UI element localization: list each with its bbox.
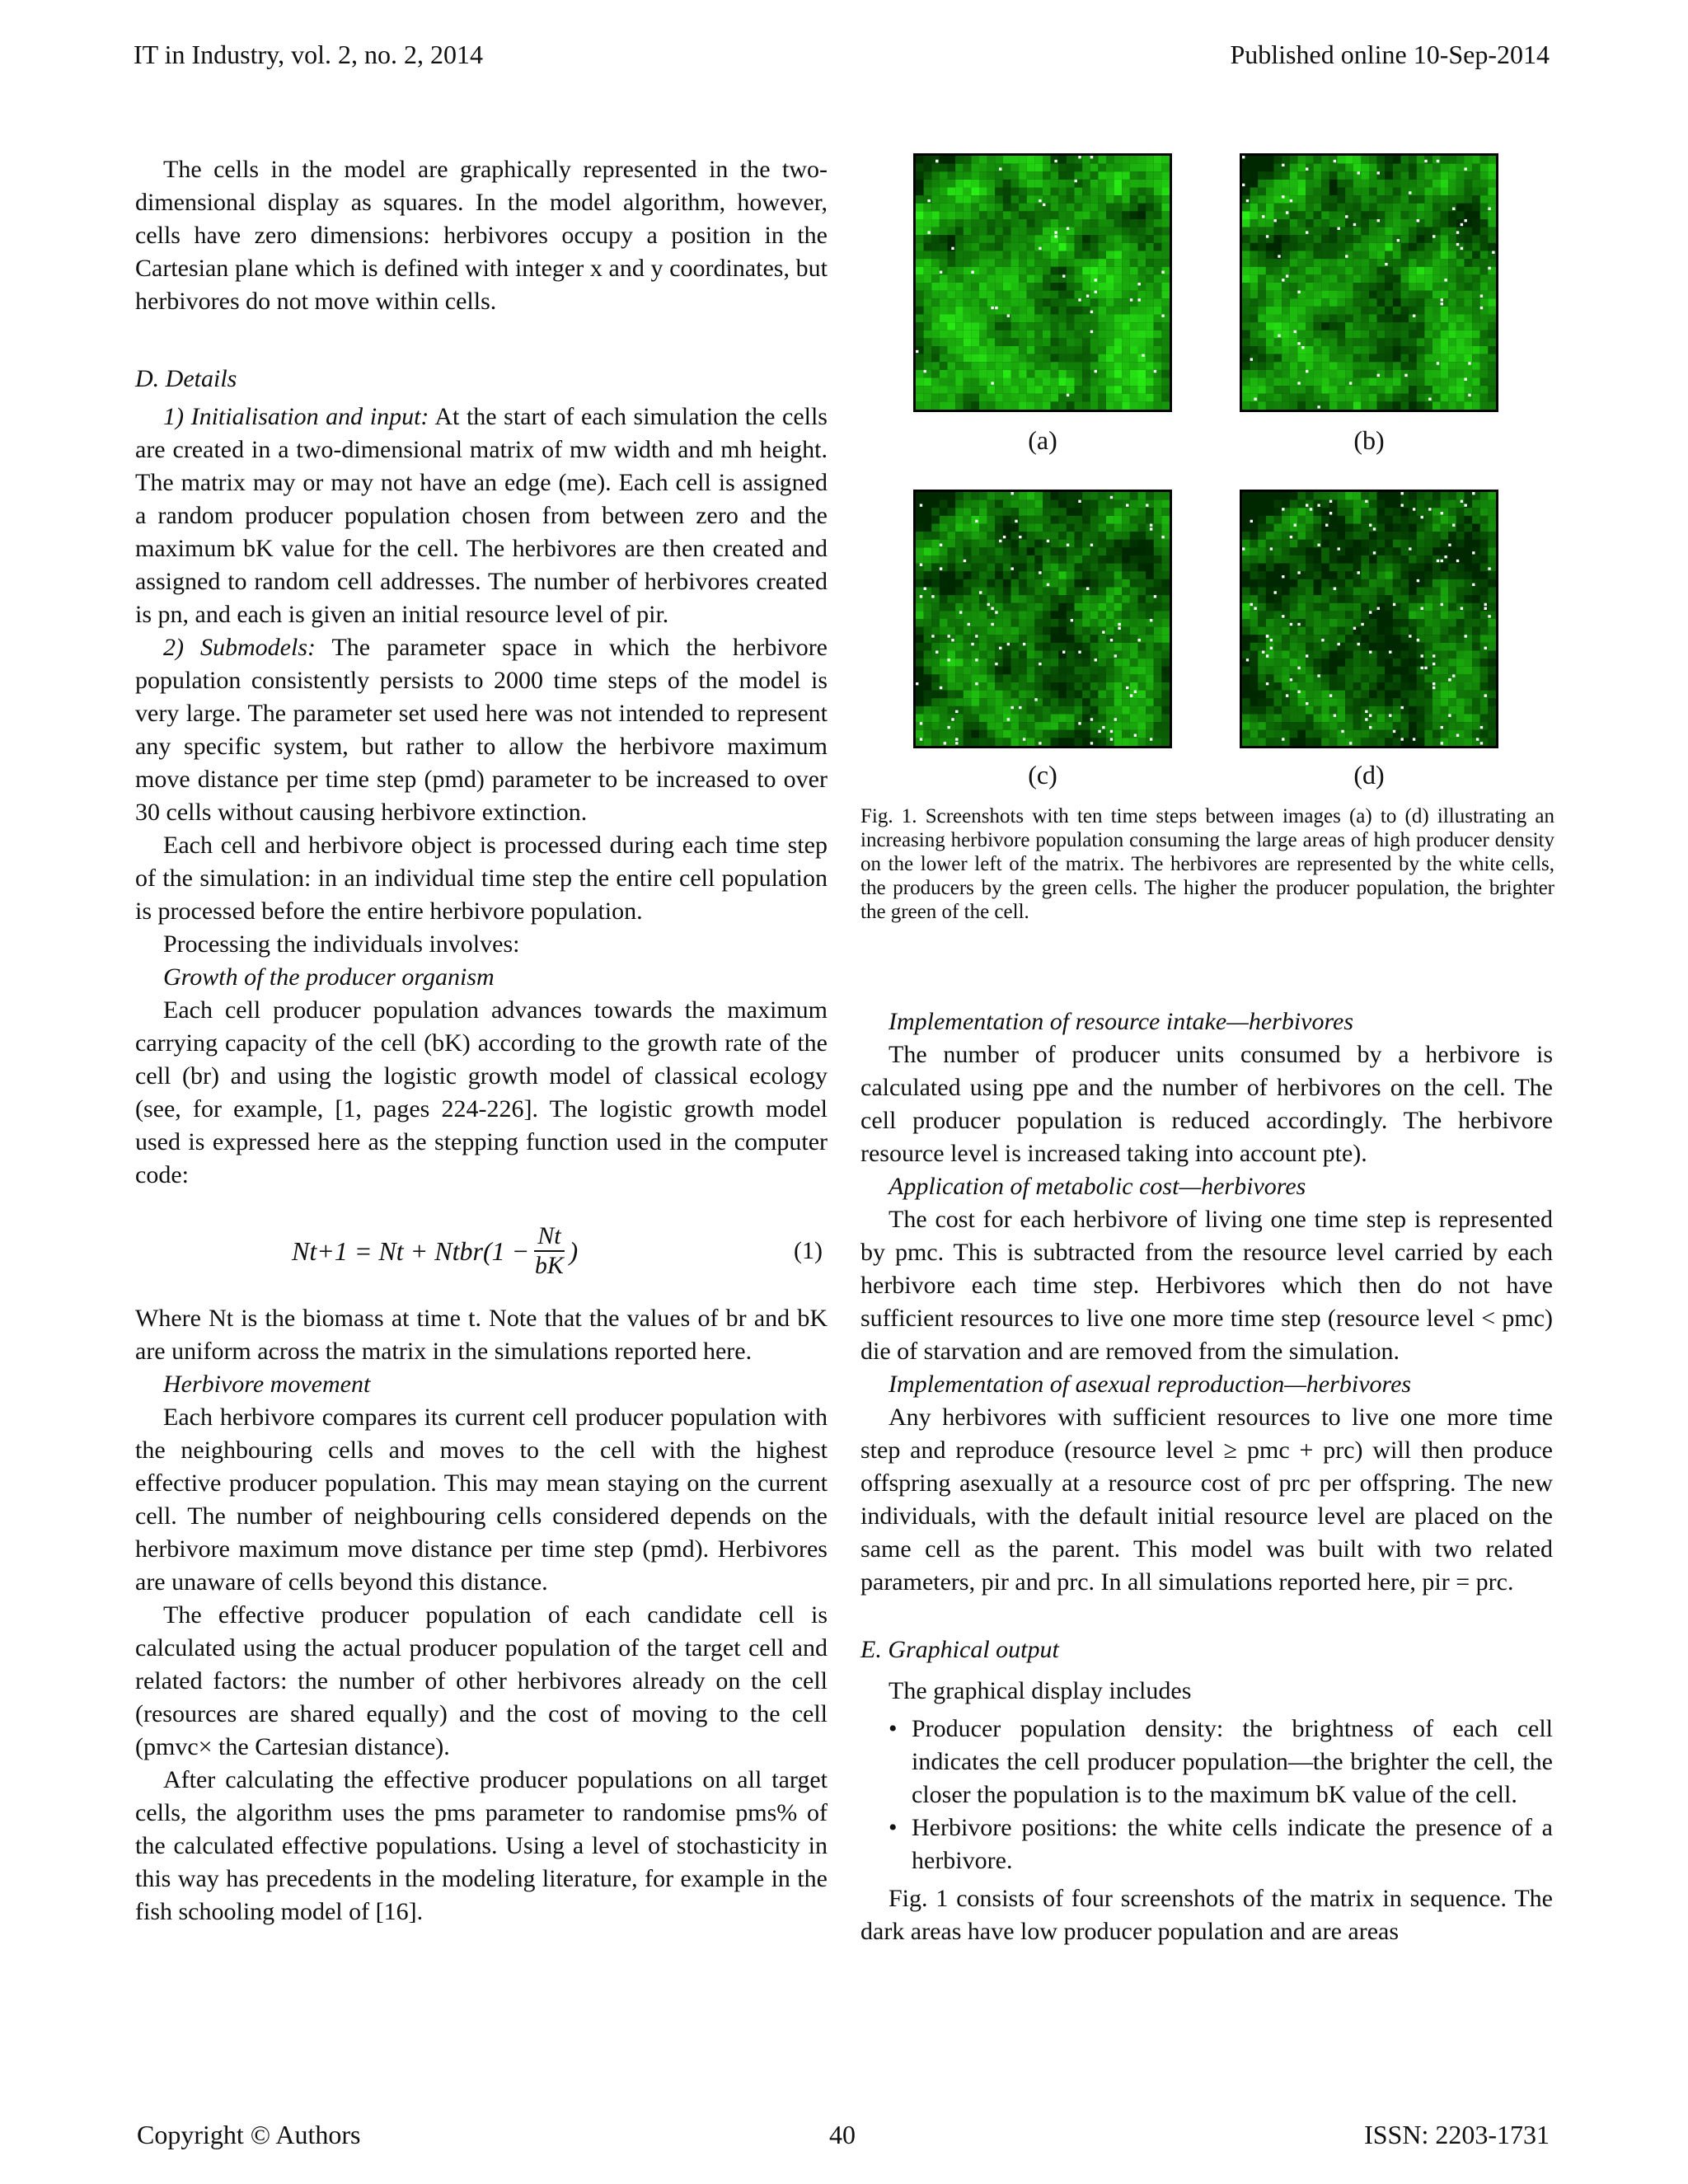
- section-d-heading: D. Details: [135, 365, 237, 392]
- panel-label-d: (d): [1353, 760, 1385, 790]
- paragraph-fig1: Fig. 1 consists of four screenshots of the matrix in sequence. The dark areas have low producer population and are areas: [860, 1885, 1553, 1945]
- section-e-heading: E. Graphical output: [860, 1636, 1059, 1663]
- equation-1: [135, 1208, 828, 1294]
- paragraph-reproduction: Any herbivores with sufficient resources to live one more time step and reproduce (resource level ≥ pmc + prc) will then produce offspring asexually at a resource cost of prc per offspring. The new individuals, with the default initial resource level are placed on the same cell as the parent. This model was built with two related parameters, pir and prc. In all simulations reported here, pir = prc.: [860, 1404, 1553, 1596]
- figure-caption: Fig. 1. Screenshots with ten time steps between images (a) to (d) illustrating an increasing herbivore population consuming the large areas of high producer density on the lower left of the matrix. The herbivores are represented by the white cells, the producers by the green cells. The higher the producer population, the brighter the green of the cell.: [860, 805, 1554, 923]
- published-date: Published online 10-Sep-2014: [1230, 40, 1550, 69]
- paragraph-initialisation: [135, 401, 828, 631]
- matrix-image-b: [1242, 156, 1496, 410]
- right-column: [860, 1005, 1553, 1948]
- screenshot-panel-d: [1240, 490, 1498, 748]
- subsection-title: 2) Submodels:: [163, 634, 316, 661]
- paragraph-effective: The effective producer population of each candidate cell is calculated using the actual producer population of the target cell and related factors: the number of other herbivores already on the cell (resources are shared equally) and the cost of moving to the cell (pmvc× the Cartesian distance).: [135, 1601, 828, 1760]
- reproduction-heading: Implementation of asexual reproduction—herbivores: [889, 1371, 1412, 1398]
- list-item: • Herbivore positions: the white cells indicate the presence of a herbivore.: [889, 1811, 1553, 1877]
- matrix-image-d: [1242, 492, 1496, 746]
- paragraph-after: After calculating the effective producer populations on all target cells, the algorithm uses the pms parameter to randomise pms% of the calculated effective populations. Using a level of stochasticity in this way has precedents in the modeling literature, for example in the fish schooling model of [16].: [135, 1766, 828, 1925]
- paragraph-processing: Processing the individuals involves:: [163, 930, 520, 958]
- subsection-title: 1) Initialisation and input:: [163, 403, 429, 430]
- screenshot-panel-b: [1240, 153, 1498, 412]
- issn-footer: ISSN: 2203-1731: [1364, 2120, 1550, 2149]
- paragraph-growth: Each cell producer population advances towards the maximum carrying capacity of the cell (bK) according to the growth rate of the cell (br) and using the logistic growth model of classical ecology (see, for example, [1, pages 224-226]. The logistic growth model used is expressed here as the stepping function used in the computer code:: [135, 996, 828, 1188]
- panel-label-a: (a): [1028, 425, 1057, 455]
- paragraph-each-cell: Each cell and herbivore object is processed during each time step of the simulation: in an individual time step the entire cell population is processed before the entire herbivore population.: [135, 832, 828, 925]
- paragraph-intake: The number of producer units consumed by a herbivore is calculated using ppe and the number of herbivores on the cell. The cell producer population is reduced accordingly. The herbivore resource level is increased taking into account pte).: [860, 1041, 1553, 1167]
- paragraph-movement: Each herbivore compares its current cell producer population with the neighbouring cells and moves to the cell with the highest effective producer population. This may mean staying on the current cell. The number of neighbouring cells considered depends on the herbivore maximum move distance per time step (pmd). Herbivores are unaware of cells beyond this distance.: [135, 1404, 828, 1596]
- equation-close: ): [569, 1236, 579, 1266]
- paragraph-submodels: [135, 631, 828, 829]
- equation-lhs: Nt+1 = Nt + Ntbr(1 −: [292, 1236, 530, 1266]
- panel-label-b: (b): [1353, 425, 1385, 455]
- growth-heading: Growth of the producer organism: [163, 963, 495, 991]
- matrix-image-c: [916, 492, 1170, 746]
- fraction-denominator: bK: [534, 1252, 564, 1279]
- paragraph-text: The parameter space in which the herbivore population consistently persists to 2000 time steps of the model is very large. The parameter set used here was not intended to represent any specific system, but rather to allow the herbivore maximum move distance per time step (pmd) parameter to be increased to over 30 cells without causing herbivore extinction.: [135, 634, 828, 826]
- movement-heading: Herbivore movement: [163, 1371, 371, 1398]
- journal-header: IT in Industry, vol. 2, no. 2, 2014: [134, 40, 483, 69]
- page-number: 40: [829, 2120, 856, 2149]
- paragraph-text: At the start of each simulation the cells are created in a two-dimensional matrix of mw width and mh height. The matrix may or may not have an edge (me). Each cell is assigned a random producer population chosen from between zero and the maximum bK value for the cell. The herbivores are then created and assigned to random cell addresses. The number of herbivores created is pn, and each is given an initial resource level of pir.: [135, 403, 828, 628]
- screenshot-panel-a: [913, 153, 1172, 412]
- graphical-output-list: [860, 1713, 1553, 1877]
- equation-body: [292, 1222, 578, 1280]
- copyright-footer: Copyright © Authors: [137, 2120, 361, 2149]
- graphical-intro: The graphical display includes: [889, 1677, 1192, 1704]
- panel-label-c: (c): [1028, 760, 1057, 790]
- paragraph-metabolic: The cost for each herbivore of living one time step is represented by pmc. This is subtracted from the resource level carried by each herbivore each time step. Herbivores which then do not have sufficient resources to live one more time step (resource level < pmc) die of starvation and are removed from the simulation.: [860, 1206, 1553, 1365]
- equation-fraction: [534, 1222, 564, 1280]
- metabolic-heading: Application of metabolic cost—herbivores: [889, 1173, 1306, 1200]
- intake-heading: Implementation of resource intake—herbivores: [889, 1008, 1354, 1035]
- matrix-image-a: [916, 156, 1170, 410]
- screenshot-panel-c: [913, 490, 1172, 748]
- list-item: • Producer population density: the brightness of each cell indicates the cell producer population—the brighter the cell, the closer the population is to the maximum bK value of the cell.: [889, 1713, 1553, 1811]
- fraction-numerator: Nt: [534, 1222, 564, 1252]
- equation-number: (1): [794, 1237, 823, 1264]
- paragraph-cells: The cells in the model are graphically represented in the two-dimensional display as squares. In the model algorithm, however, cells have zero dimensions: herbivores occupy a position in the Cartesian plane which is defined with integer x and y coordinates, but herbivores do not move within cells.: [135, 156, 828, 315]
- paragraph-where: Where Nt is the biomass at time t. Note that the values of br and bK are uniform across the matrix in the simulations reported here.: [135, 1305, 828, 1365]
- left-column: [135, 153, 828, 1929]
